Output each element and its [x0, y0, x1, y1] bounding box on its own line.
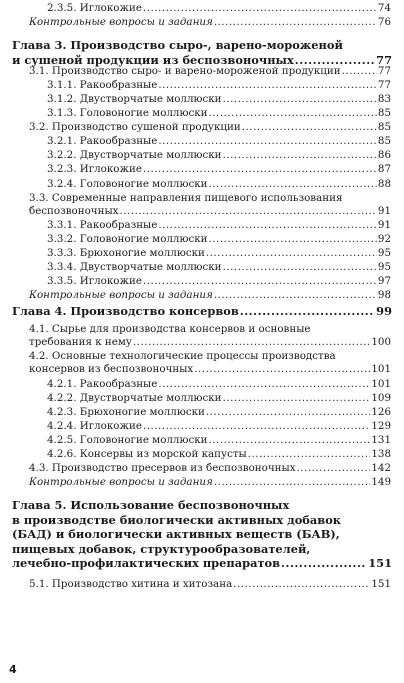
- toc-entry-title: лечебно-профилактических препаратов: [12, 556, 281, 570]
- toc-page-number: 97: [377, 275, 391, 287]
- dot-leader: [214, 476, 371, 489]
- toc-chapter: [0, 38, 404, 67]
- dot-leader: [209, 178, 377, 191]
- toc-entry: [0, 350, 404, 377]
- toc-entry-title: 3.1.3. Головоногие моллюски: [47, 107, 208, 119]
- toc-entry-title: 4.2.6. Консервы из морской капусты: [47, 448, 247, 460]
- dot-leader: [242, 121, 377, 134]
- toc-entry-title: (БАД) и биологически активных веществ (БАВ),: [12, 527, 340, 541]
- toc-page-number: 83: [377, 93, 391, 105]
- toc-entry: [0, 149, 404, 162]
- toc-entry-title: 5.1. Производство хитина и хитозана: [29, 578, 233, 590]
- dot-leader: [143, 420, 370, 433]
- toc-entry-title: 3.1. Производство сыро- и варено-мороженой продукции: [29, 65, 341, 77]
- toc-entry-title: требования к нему: [29, 336, 132, 349]
- toc-entry-title: 3.2.4. Головоногие моллюски: [47, 178, 208, 190]
- toc-entry-title: 4.1. Сырье для производства консервов и основные: [29, 323, 311, 335]
- toc-entry-title: 3.2.2. Двустворчатые моллюски: [47, 149, 222, 161]
- dot-leader: [209, 107, 377, 120]
- toc-page-number: 109: [371, 392, 391, 404]
- dot-leader: [209, 233, 377, 246]
- toc-entry: [0, 434, 404, 447]
- toc-page-number: 151: [368, 556, 392, 570]
- toc-page-number: 129: [371, 420, 391, 432]
- toc-entry-title: 3.3.4. Двустворчатые моллюски: [47, 261, 222, 273]
- dot-leader: [342, 65, 377, 78]
- toc-page-number: 85: [377, 121, 391, 133]
- toc-entry: [0, 420, 404, 433]
- toc-entry: [0, 476, 404, 489]
- toc-page-number: 95: [377, 261, 391, 273]
- toc-page-number: 85: [377, 107, 391, 119]
- toc-entry: [0, 233, 404, 246]
- toc-page-number: 95: [377, 247, 391, 259]
- dot-leader: [281, 556, 367, 571]
- toc-entry-title: 3.2.3. Иглокожие: [47, 163, 142, 175]
- toc-entry-title: беспозвоночных: [29, 205, 119, 218]
- toc-page-number: 99: [376, 304, 392, 318]
- toc-entry-title: 3.2. Производство сушеной продукции: [29, 121, 241, 133]
- toc-entry: [0, 163, 404, 176]
- toc-entry: [0, 2, 404, 15]
- toc-entry-title: 4.2.1. Ракообразные: [47, 378, 158, 390]
- dot-leader: [240, 304, 375, 319]
- toc-page-number: 91: [377, 205, 391, 218]
- toc-entry-title: консервов из беспозвоночных: [29, 363, 194, 376]
- dot-leader: [209, 434, 371, 447]
- toc-page-number: 76: [377, 16, 391, 28]
- toc-entry-title: Глава 3. Производство сыро-, варено-мороженой: [12, 38, 343, 52]
- dot-leader: [158, 378, 370, 391]
- toc-page-number: 98: [377, 289, 391, 301]
- toc-entry-title: пищевых добавок, структурообразователей,: [12, 541, 311, 556]
- toc-entry-title: 3.2.1. Ракообразные: [47, 135, 158, 147]
- toc-chapter: [0, 304, 404, 319]
- dot-leader: [158, 79, 377, 92]
- toc-entry: [0, 79, 404, 92]
- toc-page-number: 101: [371, 363, 391, 376]
- toc-entry-title: 3.3.1. Ракообразные: [47, 219, 158, 231]
- toc-page-number: 77: [376, 52, 392, 67]
- toc-page-number: 92: [377, 233, 391, 245]
- toc-entry: [0, 192, 404, 219]
- toc-page-number: 126: [371, 406, 391, 418]
- toc-entry-title: 3.1.1. Ракообразные: [47, 79, 158, 91]
- toc-entry: [0, 16, 404, 29]
- toc-entry-title: 4.2.4. Иглокожие: [47, 420, 142, 432]
- toc-entry-title: Контрольные вопросы и задания: [29, 16, 213, 28]
- toc-entry-title: Глава 4. Производство консервов: [12, 304, 239, 318]
- dot-leader: [158, 219, 377, 232]
- toc-entry-title: 3.3.2. Головоногие моллюски: [47, 233, 208, 245]
- toc-entry: [0, 578, 404, 591]
- dot-leader: [206, 406, 370, 419]
- toc-entry: [0, 247, 404, 260]
- toc-entry-title: 4.3. Производство пресервов из беспозвоночных: [29, 462, 296, 474]
- toc-page-number: 87: [377, 163, 391, 175]
- toc-page-number: 138: [371, 448, 391, 460]
- toc-chapter: [0, 498, 404, 571]
- dot-leader: [297, 462, 371, 475]
- toc-entry: [0, 107, 404, 120]
- toc-entry-title: Глава 5. Использование беспозвоночных: [12, 498, 290, 512]
- toc-page-number: 151: [371, 578, 391, 590]
- dot-leader: [223, 93, 377, 106]
- dot-leader: [214, 289, 377, 302]
- toc-entry-title: 4.2.2. Двустворчатые моллюски: [47, 392, 222, 404]
- toc-page-number: 77: [377, 65, 391, 77]
- toc-entry: [0, 121, 404, 134]
- dot-leader: [223, 261, 377, 274]
- toc-entry: [0, 178, 404, 191]
- toc-entry-title: в производстве биологически активных добавок: [12, 512, 342, 527]
- toc-entry-title: Контрольные вопросы и задания: [29, 476, 213, 488]
- toc-entry-title: 4.2. Основные технологические процессы производства: [29, 350, 336, 362]
- toc-entry: [0, 462, 404, 475]
- dot-leader: [223, 392, 371, 405]
- dot-leader: [223, 149, 377, 162]
- toc-entry: [0, 275, 404, 288]
- toc-entry-title: и сушеной продукции из беспозвоночных: [12, 52, 294, 67]
- toc-entry: [0, 261, 404, 274]
- toc-page-number: 142: [371, 462, 391, 474]
- dot-leader: [194, 363, 370, 376]
- toc-entry-title: 4.2.3. Брюхоногие моллюски: [47, 406, 205, 418]
- toc-entry: [0, 448, 404, 461]
- dot-leader: [133, 336, 370, 349]
- toc-entry: [0, 378, 404, 391]
- toc-entry-title: 3.1.2. Двустворчатые моллюски: [47, 93, 222, 105]
- toc-entry: [0, 392, 404, 405]
- dot-leader: [158, 135, 377, 148]
- toc-entry: [0, 323, 404, 350]
- dot-leader: [214, 16, 377, 29]
- page-number: 4: [9, 663, 17, 676]
- toc-page-number: 77: [377, 79, 391, 91]
- toc-entry-title: 3.3.3. Брюхоногие моллюски: [47, 247, 205, 259]
- dot-leader: [143, 2, 377, 15]
- toc-page-number: 88: [377, 178, 391, 190]
- toc-entry: [0, 65, 404, 78]
- toc-entry: [0, 219, 404, 232]
- toc-page-number: 86: [377, 149, 391, 161]
- dot-leader: [206, 247, 377, 260]
- toc-page-number: 74: [377, 2, 391, 14]
- toc-page-number: 91: [377, 219, 391, 231]
- toc-entry-title: 2.3.5. Иглокожие: [47, 2, 142, 14]
- toc-entry-title: 3.3. Современные направления пищевого использования: [29, 192, 343, 204]
- toc-entry-title: 4.2.5. Головоногие моллюски: [47, 434, 208, 446]
- toc-page-number: 85: [377, 135, 391, 147]
- toc-page-number: 100: [371, 336, 391, 349]
- toc-entry-title: Контрольные вопросы и задания: [29, 289, 213, 301]
- toc-entry: [0, 135, 404, 148]
- toc-entry: [0, 406, 404, 419]
- dot-leader: [233, 578, 370, 591]
- dot-leader: [143, 163, 377, 176]
- toc-entry: [0, 289, 404, 302]
- toc-entry: [0, 93, 404, 106]
- dot-leader: [248, 448, 371, 461]
- dot-leader: [143, 275, 377, 288]
- toc-page-number: 149: [371, 476, 391, 488]
- toc-page-number: 131: [371, 434, 391, 446]
- dot-leader: [119, 205, 376, 218]
- toc-entry-title: 3.3.5. Иглокожие: [47, 275, 142, 287]
- toc-page-number: 101: [371, 378, 391, 390]
